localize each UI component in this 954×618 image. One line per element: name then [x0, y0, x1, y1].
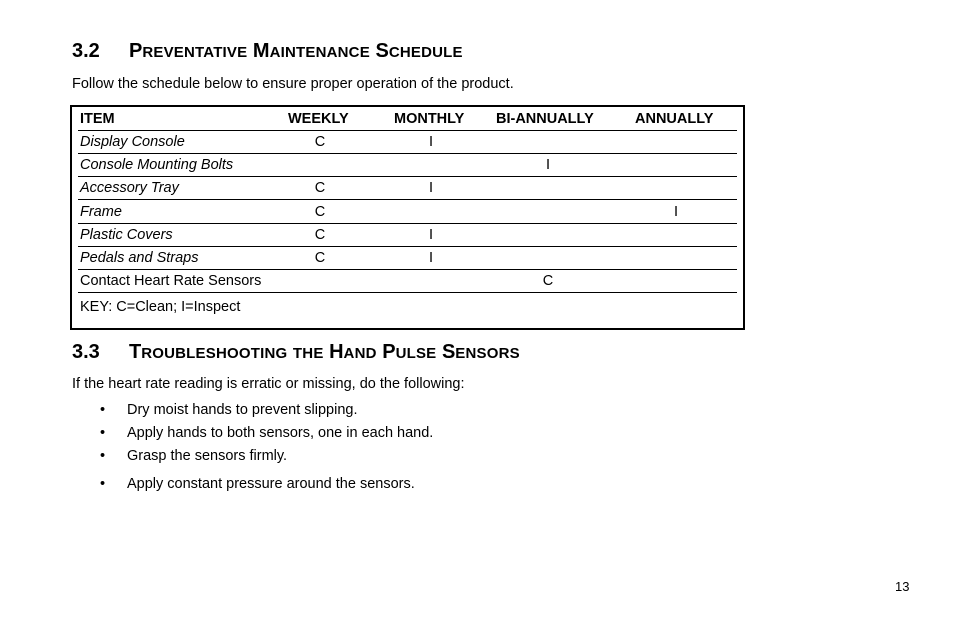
row-weekly: C	[314, 250, 326, 266]
row-weekly: C	[314, 227, 326, 243]
list-item-text: Grasp the sensors firmly.	[127, 448, 288, 464]
row-weekly: C	[314, 180, 326, 196]
section-number: 3.2	[72, 40, 100, 62]
table-row	[78, 176, 737, 200]
section-3-3-heading	[72, 341, 520, 364]
list-item-text: Dry moist hands to prevent slipping.	[127, 402, 358, 418]
table-header-row	[78, 107, 737, 131]
row-monthly: I	[428, 250, 434, 266]
row-biannually: C	[542, 273, 554, 289]
table-row	[78, 269, 737, 293]
section-title: PREVENTATIVE MAINTENANCE SCHEDULE	[129, 40, 463, 62]
table-row	[78, 153, 737, 177]
header-weekly: WEEKLY	[288, 111, 349, 127]
row-item: Console Mounting Bolts	[80, 157, 234, 173]
row-weekly: C	[314, 134, 326, 150]
row-annually: I	[673, 204, 679, 220]
row-monthly: I	[428, 227, 434, 243]
section-title: TROUBLESHOOTING THE HAND PULSE SENSORS	[129, 341, 520, 363]
header-monthly: MONTHLY	[394, 111, 465, 127]
bullet-icon: •	[100, 448, 106, 464]
row-item: Display Console	[80, 134, 185, 150]
page-number: 13	[895, 579, 910, 594]
table-row	[78, 246, 737, 270]
row-item: Frame	[80, 204, 122, 220]
bullet-icon: •	[100, 476, 106, 492]
section-3-3-intro: If the heart rate reading is erratic or missing, do the following:	[72, 376, 465, 392]
table-row	[78, 130, 737, 154]
section-3-2-heading	[72, 40, 463, 63]
row-monthly: I	[428, 134, 434, 150]
table-row	[78, 200, 737, 224]
row-weekly: C	[314, 204, 326, 220]
section-number: 3.3	[72, 341, 100, 363]
table-row	[78, 223, 737, 247]
row-item: Contact Heart Rate Sensors	[80, 273, 262, 289]
list-item-text: Apply hands to both sensors, one in each hand.	[127, 425, 434, 441]
header-biannually: BI-ANNUALLY	[496, 111, 594, 127]
bullet-icon: •	[100, 425, 106, 441]
list-item-text: Apply constant pressure around the sensors.	[127, 476, 415, 492]
section-3-2-intro: Follow the schedule below to ensure proper operation of the product.	[72, 76, 514, 92]
table-key: KEY: C=Clean; I=Inspect	[80, 299, 241, 315]
row-biannually: I	[545, 157, 551, 173]
row-item: Plastic Covers	[80, 227, 173, 243]
header-annually: ANNUALLY	[635, 111, 714, 127]
header-item: ITEM	[80, 111, 115, 127]
bullet-icon: •	[100, 402, 106, 418]
maintenance-schedule-table	[70, 105, 745, 330]
row-monthly: I	[428, 180, 434, 196]
row-item: Pedals and Straps	[80, 250, 199, 266]
row-item: Accessory Tray	[80, 180, 179, 196]
